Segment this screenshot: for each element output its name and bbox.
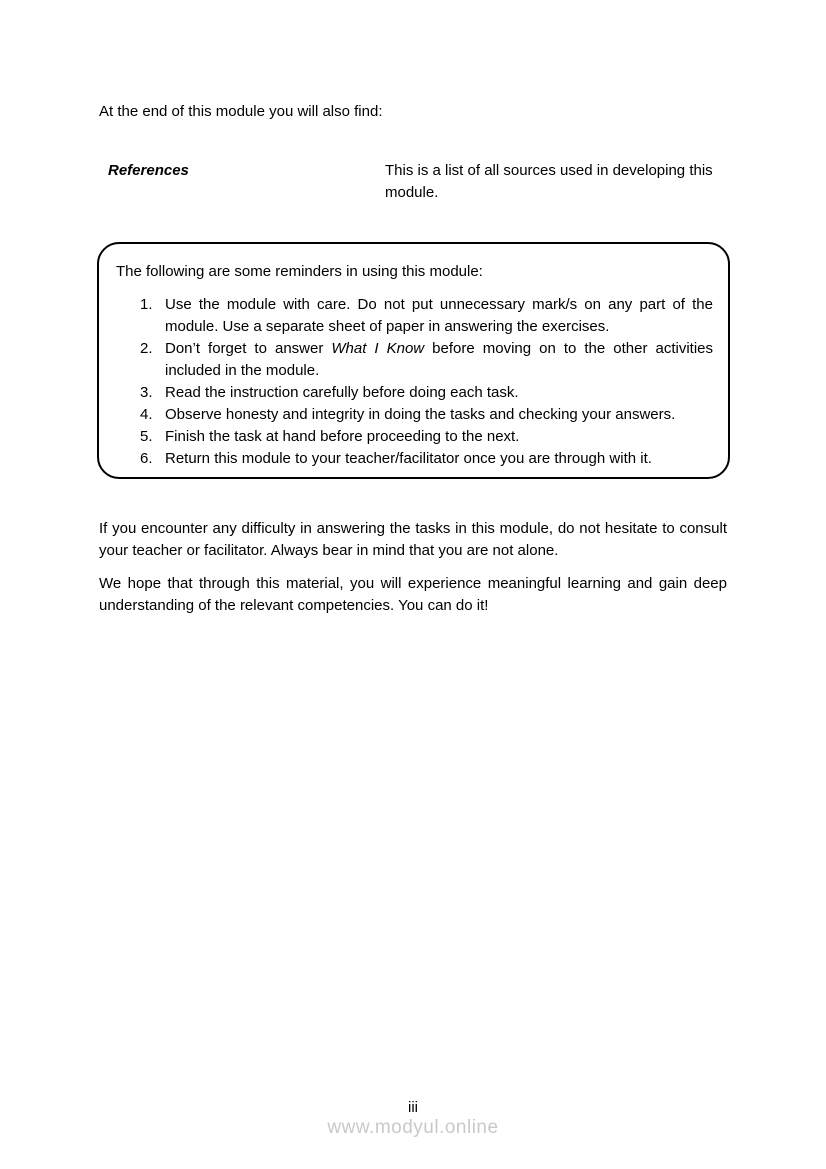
reminder-item-5 [165, 426, 713, 448]
reminder-item-5-text: Finish the task at hand before proceeding to the next. [165, 428, 520, 445]
reminder-item-4 [165, 404, 713, 426]
reminder-item-2 [165, 338, 713, 382]
reminder-item-2-post: before moving on to the other activities included in the module. [165, 340, 713, 379]
reference-term: References [108, 162, 189, 179]
reminder-item-3-text: Read the instruction carefully before doing each task. [165, 384, 519, 401]
reminder-item-3 [165, 382, 713, 404]
reference-description: This is a list of all sources used in developing this module. [385, 162, 713, 201]
paragraph-encouragement: We hope that through this material, you will experience meaningful learning and gain deep understanding of the relevant competencies. You can do it! [99, 575, 727, 614]
paragraph-difficulty: If you encounter any difficulty in answering the tasks in this module, do not hesitate to consult your teacher or facilitator. Always bear in mind that you are not alone. [99, 520, 727, 559]
reminders-title: The following are some reminders in using this module: [116, 263, 483, 280]
reminder-item-2-italic: What I Know [331, 340, 425, 357]
reminder-item-1 [165, 294, 713, 338]
reminders-box [97, 242, 730, 479]
watermark: www.modyul.online [327, 1117, 499, 1138]
reminder-item-1-text: Use the module with care. Do not put unnecessary mark/s on any part of the module. Use a separate sheet of paper in answering the exercises. [165, 296, 713, 335]
reminder-item-6 [165, 448, 713, 470]
intro-text: At the end of this module you will also find: [99, 103, 383, 120]
page-content [99, 101, 727, 617]
reminder-item-6-text: Return this module to your teacher/facilitator once you are through with it. [165, 450, 652, 467]
page-number: iii [408, 1099, 418, 1116]
reminders-list [116, 294, 713, 470]
reminder-item-4-text: Observe honesty and integrity in doing the tasks and checking your answers. [165, 406, 676, 423]
reminder-item-2-text: Don’t forget to answer [165, 340, 332, 357]
reference-row [99, 160, 727, 204]
